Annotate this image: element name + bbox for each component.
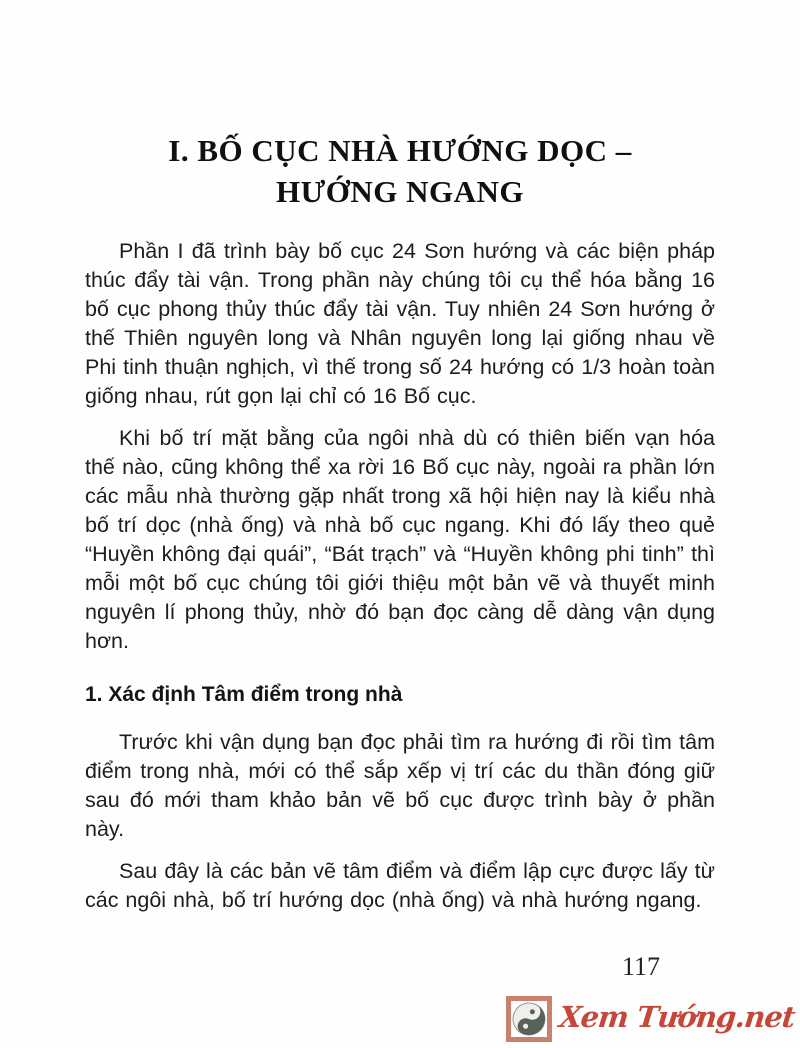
section-heading: 1. Xác định Tâm điểm trong nhà bbox=[85, 683, 403, 706]
paragraph-4: Sau đây là các bản vẽ tâm điểm và điểm lập cực được lấy từ các ngôi nhà, bố trí hướng dọc (nhà ống) và nhà hướng ngang. bbox=[85, 859, 715, 912]
watermark-text: Xem Tướng.net bbox=[557, 999, 797, 1034]
yin-yang-icon bbox=[506, 996, 552, 1042]
title-line-1: I. BỐ CỤC NHÀ HƯỚNG DỌC – bbox=[168, 133, 632, 168]
paragraph-2: Khi bố trí mặt bằng của ngôi nhà dù có thiên biến vạn hóa thế nào, cũng không thể xa rời 16 Bố cục này, ngoài ra phần lớn các mẫu nhà thường gặp nhất trong xã hội hiện nay là kiểu nhà bố trí dọc (nhà ống) và nhà bố cục ngang. Khi đó lấy theo quẻ “Huyền không đại quái”, “Bát trạch” và “Huyền không phi tinh” thì mỗi một bố cục chúng tôi giới thiệu một bản vẽ và thuyết minh nguyên lí phong thủy, nhờ đó bạn đọc càng dễ dàng vận dụng hơn. bbox=[85, 426, 715, 653]
page-number: 117 bbox=[621, 952, 660, 981]
watermark bbox=[506, 996, 797, 1042]
title-line-2: HƯỚNG NGANG bbox=[275, 174, 525, 209]
paragraph-3: Trước khi vận dụng bạn đọc phải tìm ra hướng đi rồi tìm tâm điểm trong nhà, mới có thể sắp xếp vị trí các du thần đóng giữ sau đó mới tham khảo bản vẽ bố cục được trình bày ở phần này. bbox=[85, 730, 715, 841]
paragraph-1: Phần I đã trình bày bố cục 24 Sơn hướng và các biện pháp thúc đẩy tài vận. Trong phần này chúng tôi cụ thể hóa bằng 16 bố cục phong thủy thúc đẩy tài vận. Tuy nhiên 24 Sơn hướng ở thế Thiên nguyên long và Nhân nguyên long lại giống nhau về Phi tinh thuận nghịch, vì thế trong số 24 hướng có 1/3 hoàn toàn giống nhau, rút gọn lại chỉ có 16 Bố cục. bbox=[85, 239, 715, 408]
page-title bbox=[70, 130, 730, 212]
page-body bbox=[85, 237, 715, 915]
